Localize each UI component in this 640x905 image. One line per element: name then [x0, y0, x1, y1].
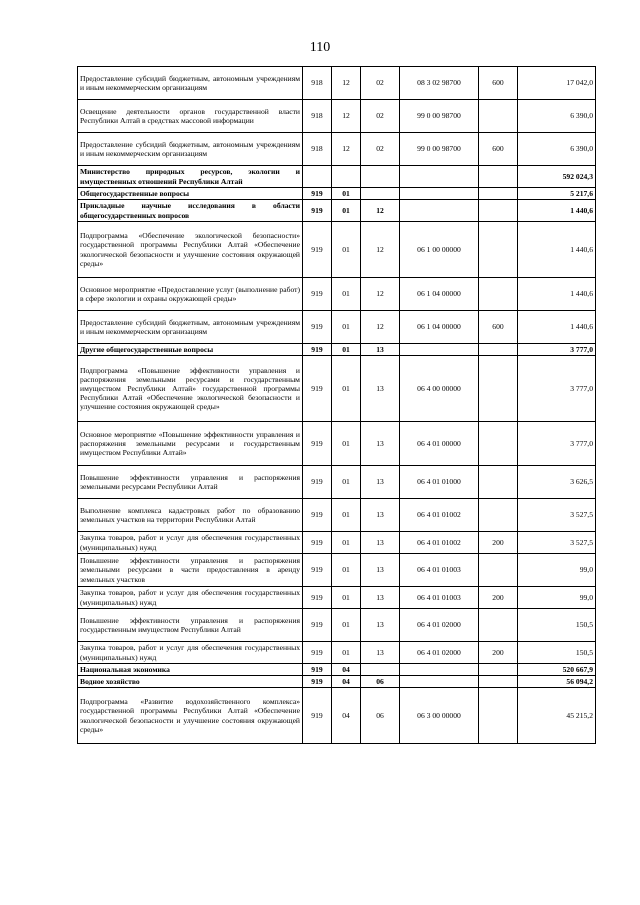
target-article-cell: 99 0 00 98700 [400, 100, 479, 133]
row-name-cell: Другие общегосударственные вопросы [78, 344, 303, 356]
amount-cell: 3 777,0 [518, 422, 596, 466]
table-row [78, 188, 596, 200]
table-row [78, 554, 596, 587]
row-name-cell: Выполнение комплекса кадастровых работ по образованию земельных участков на территории Республики Алтай [78, 499, 303, 532]
section-code-cell: 04 [332, 688, 361, 744]
row-name-cell: Предоставление субсидий бюджетным, автономным учреждениям и иным некоммерческим организациям [78, 311, 303, 344]
row-name-cell: Освещение деятельности органов государственной власти Республики Алтай в средствах массовой информации [78, 100, 303, 133]
subsection-code-cell: 13 [361, 499, 400, 532]
table-row [78, 344, 596, 356]
amount-cell: 56 094,2 [518, 676, 596, 688]
amount-cell: 99,0 [518, 554, 596, 587]
ved-code-cell: 919 [303, 344, 332, 356]
ved-code-cell: 919 [303, 311, 332, 344]
ved-code-cell: 918 [303, 67, 332, 100]
table-row [78, 466, 596, 499]
section-code-cell [332, 166, 361, 188]
section-code-cell: 04 [332, 664, 361, 676]
table-row [78, 67, 596, 100]
section-code-cell: 01 [332, 499, 361, 532]
row-name-cell: Национальная экономика [78, 664, 303, 676]
subsection-code-cell [361, 188, 400, 200]
section-code-cell: 01 [332, 422, 361, 466]
row-name-cell: Подпрограмма «Повышение эффективности управления и распоряжения земельными ресурсами и государственным имуществом Республики Алтай» государственной программы Республики Алтай «Обеспечение экологической безопасности и улучшение состояния окружающей среды» [78, 356, 303, 422]
target-article-cell: 06 4 01 01003 [400, 554, 479, 587]
table-row [78, 278, 596, 311]
ved-code-cell: 919 [303, 676, 332, 688]
target-article-cell [400, 344, 479, 356]
subsection-code-cell: 02 [361, 133, 400, 166]
row-name-cell: Министерство природных ресурсов, экологии и имущественных отношений Республики Алтай [78, 166, 303, 188]
amount-cell: 17 042,0 [518, 67, 596, 100]
table-row [78, 688, 596, 744]
ved-code-cell: 919 [303, 200, 332, 222]
section-code-cell: 12 [332, 100, 361, 133]
expense-type-cell [479, 664, 518, 676]
target-article-cell [400, 166, 479, 188]
row-name-cell: Повышение эффективности управления и распоряжения государственным имуществом Республики Алтай [78, 609, 303, 642]
subsection-code-cell: 13 [361, 466, 400, 499]
section-code-cell: 01 [332, 188, 361, 200]
subsection-code-cell [361, 166, 400, 188]
target-article-cell: 06 4 01 01002 [400, 532, 479, 554]
amount-cell: 6 390,0 [518, 100, 596, 133]
subsection-code-cell: 13 [361, 609, 400, 642]
section-code-cell: 01 [332, 278, 361, 311]
row-name-cell: Повышение эффективности управления и распоряжения земельными ресурсами Республики Алтай [78, 466, 303, 499]
section-code-cell: 01 [332, 356, 361, 422]
table-row [78, 532, 596, 554]
expense-type-cell [479, 466, 518, 499]
section-code-cell: 01 [332, 466, 361, 499]
expense-type-cell [479, 688, 518, 744]
subsection-code-cell: 13 [361, 356, 400, 422]
subsection-code-cell: 12 [361, 222, 400, 278]
target-article-cell: 06 4 01 01000 [400, 466, 479, 499]
table-row [78, 356, 596, 422]
table-row [78, 664, 596, 676]
amount-cell: 150,5 [518, 642, 596, 664]
amount-cell: 1 440,6 [518, 278, 596, 311]
expense-type-cell: 600 [479, 133, 518, 166]
subsection-code-cell: 13 [361, 642, 400, 664]
section-code-cell: 01 [332, 609, 361, 642]
section-code-cell: 01 [332, 642, 361, 664]
row-name-cell: Закупка товаров, работ и услуг для обеспечения государственных (муниципальных) нужд [78, 642, 303, 664]
table-row [78, 100, 596, 133]
target-article-cell: 06 4 01 01003 [400, 587, 479, 609]
subsection-code-cell: 13 [361, 554, 400, 587]
row-name-cell: Подпрограмма «Обеспечение экологической безопасности» государственной программы Республики Алтай «Обеспечение экологической безопасности и улучшение состояния окружающей среды» [78, 222, 303, 278]
amount-cell: 3 626,5 [518, 466, 596, 499]
table-row [78, 587, 596, 609]
ved-code-cell: 918 [303, 100, 332, 133]
expense-type-cell [479, 222, 518, 278]
table-row [78, 166, 596, 188]
expense-type-cell: 200 [479, 642, 518, 664]
subsection-code-cell: 12 [361, 311, 400, 344]
expense-type-cell [479, 609, 518, 642]
expense-type-cell [479, 422, 518, 466]
amount-cell: 1 440,6 [518, 311, 596, 344]
subsection-code-cell: 06 [361, 676, 400, 688]
subsection-code-cell: 13 [361, 344, 400, 356]
subsection-code-cell: 12 [361, 200, 400, 222]
expense-type-cell [479, 344, 518, 356]
target-article-cell: 06 4 01 02000 [400, 609, 479, 642]
target-article-cell [400, 200, 479, 222]
expense-type-cell: 200 [479, 587, 518, 609]
expense-type-cell: 200 [479, 532, 518, 554]
expense-type-cell: 600 [479, 67, 518, 100]
section-code-cell: 01 [332, 222, 361, 278]
target-article-cell: 08 3 02 98700 [400, 67, 479, 100]
ved-code-cell: 919 [303, 532, 332, 554]
table-row [78, 222, 596, 278]
expense-type-cell [479, 166, 518, 188]
expense-type-cell [479, 188, 518, 200]
target-article-cell: 06 4 01 02000 [400, 642, 479, 664]
expense-type-cell [479, 499, 518, 532]
ved-code-cell: 919 [303, 554, 332, 587]
table-row [78, 499, 596, 532]
expense-type-cell [479, 200, 518, 222]
section-code-cell: 01 [332, 587, 361, 609]
amount-cell: 520 667,9 [518, 664, 596, 676]
ved-code-cell: 919 [303, 499, 332, 532]
subsection-code-cell: 12 [361, 278, 400, 311]
row-name-cell: Подпрограмма «Развитие водохозяйственного комплекса» государственной программы Республики Алтай «Обеспечение экологической безопасности и улучшение состояния окружающей среды» [78, 688, 303, 744]
ved-code-cell: 919 [303, 688, 332, 744]
amount-cell: 150,5 [518, 609, 596, 642]
ved-code-cell: 919 [303, 664, 332, 676]
subsection-code-cell: 02 [361, 67, 400, 100]
ved-code-cell: 919 [303, 278, 332, 311]
target-article-cell: 06 4 00 00000 [400, 356, 479, 422]
subsection-code-cell: 13 [361, 587, 400, 609]
subsection-code-cell: 02 [361, 100, 400, 133]
expense-type-cell [479, 278, 518, 311]
row-name-cell: Предоставление субсидий бюджетным, автономным учреждениям и иным некоммерческим организациям [78, 133, 303, 166]
row-name-cell: Основное мероприятие «Повышение эффективности управления и распоряжения земельными ресурсами и государственным имуществом Республики Алтай» [78, 422, 303, 466]
ved-code-cell: 919 [303, 222, 332, 278]
target-article-cell: 06 1 04 00000 [400, 278, 479, 311]
amount-cell: 3 527,5 [518, 532, 596, 554]
expense-type-cell [479, 554, 518, 587]
subsection-code-cell: 13 [361, 532, 400, 554]
target-article-cell: 06 1 00 00000 [400, 222, 479, 278]
expense-type-cell [479, 676, 518, 688]
amount-cell: 3 527,5 [518, 499, 596, 532]
target-article-cell: 06 4 01 01002 [400, 499, 479, 532]
amount-cell: 6 390,0 [518, 133, 596, 166]
expense-type-cell [479, 100, 518, 133]
table-row [78, 311, 596, 344]
ved-code-cell [303, 166, 332, 188]
budget-table [77, 66, 596, 744]
row-name-cell: Закупка товаров, работ и услуг для обеспечения государственных (муниципальных) нужд [78, 587, 303, 609]
amount-cell: 1 440,6 [518, 200, 596, 222]
amount-cell: 99,0 [518, 587, 596, 609]
row-name-cell: Основное мероприятие «Предоставление услуг (выполнение работ) в сфере экологии и охраны окружающей среды» [78, 278, 303, 311]
page-number: 110 [309, 40, 331, 55]
table-row [78, 642, 596, 664]
ved-code-cell: 919 [303, 642, 332, 664]
table-row [78, 609, 596, 642]
row-name-cell: Прикладные научные исследования в области общегосударственных вопросов [78, 200, 303, 222]
target-article-cell: 06 3 00 00000 [400, 688, 479, 744]
ved-code-cell: 919 [303, 587, 332, 609]
section-code-cell: 04 [332, 676, 361, 688]
target-article-cell [400, 676, 479, 688]
section-code-cell: 01 [332, 200, 361, 222]
amount-cell: 45 215,2 [518, 688, 596, 744]
table-row [78, 200, 596, 222]
amount-cell: 3 777,0 [518, 344, 596, 356]
subsection-code-cell: 06 [361, 688, 400, 744]
expense-type-cell: 600 [479, 311, 518, 344]
expense-type-cell [479, 356, 518, 422]
ved-code-cell: 918 [303, 133, 332, 166]
amount-cell: 3 777,0 [518, 356, 596, 422]
ved-code-cell: 919 [303, 422, 332, 466]
table-row [78, 422, 596, 466]
target-article-cell [400, 188, 479, 200]
subsection-code-cell [361, 664, 400, 676]
budget-table-body [78, 67, 596, 744]
subsection-code-cell: 13 [361, 422, 400, 466]
target-article-cell [400, 664, 479, 676]
section-code-cell: 01 [332, 311, 361, 344]
section-code-cell: 12 [332, 67, 361, 100]
target-article-cell: 06 1 04 00000 [400, 311, 479, 344]
row-name-cell: Водное хозяйство [78, 676, 303, 688]
amount-cell: 1 440,6 [518, 222, 596, 278]
section-code-cell: 12 [332, 133, 361, 166]
ved-code-cell: 919 [303, 356, 332, 422]
amount-cell: 5 217,6 [518, 188, 596, 200]
row-name-cell: Предоставление субсидий бюджетным, автономным учреждениям и иным некоммерческим организациям [78, 67, 303, 100]
ved-code-cell: 919 [303, 188, 332, 200]
section-code-cell: 01 [332, 532, 361, 554]
row-name-cell: Закупка товаров, работ и услуг для обеспечения государственных (муниципальных) нужд [78, 532, 303, 554]
target-article-cell: 99 0 00 98700 [400, 133, 479, 166]
table-row [78, 133, 596, 166]
ved-code-cell: 919 [303, 466, 332, 499]
row-name-cell: Повышение эффективности управления и распоряжения земельными ресурсами в части предоставления в аренду земельных участков [78, 554, 303, 587]
ved-code-cell: 919 [303, 609, 332, 642]
section-code-cell: 01 [332, 554, 361, 587]
table-row [78, 676, 596, 688]
target-article-cell: 06 4 01 00000 [400, 422, 479, 466]
section-code-cell: 01 [332, 344, 361, 356]
amount-cell: 592 024,3 [518, 166, 596, 188]
row-name-cell: Общегосударственные вопросы [78, 188, 303, 200]
